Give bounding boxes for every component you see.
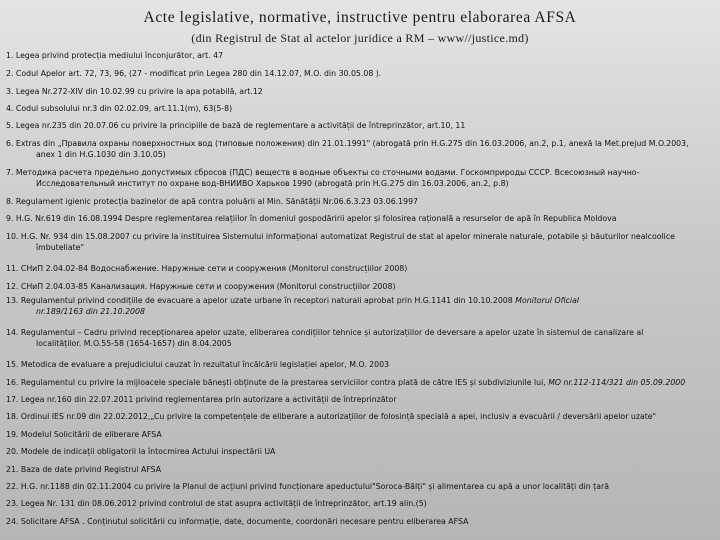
list-item: 17. Legea nr.160 din 22.07.2011 privind reglementarea prin autorizare a activității de întreprinzător [6,395,397,404]
list-item: 24. Solicitare AFSA . Conținutul solicitării cu informație, date, documente, coordonări necesare pentru eliberarea AFSA [6,517,469,526]
list-item: 22. H.G. nr.1188 din 02.11.2004 cu privire la Planul de acțiuni privind funcționare apeductului"Soroca-Bălți" și alimentarea cu apă a unor localități din țară [6,482,609,491]
list-item: 20. Modele de indicații obligatorii la întocmirea Actului inspectării UA [6,447,276,456]
list-item: 5. Legea nr.235 din 20.07.06 cu privire la principiile de bază de reglementare a activității de întreprinzător, art.10, 11 [6,121,466,130]
list-item: 3. Legea Nr.272-XIV din 10.02.99 cu privire la apa potabilă, art.12 [6,87,263,96]
list-item: 14. Regulamentul – Cadru privind recepționarea apelor uzate, eliberarea condițiilor tehnice și autorizațiilor de deversare a apelor uzate în sistemul de canalizare al localităților. M.O.55-58 (1654-1657) din 8.04.2005 [6,328,644,348]
list-item: 9. H.G. Nr.619 din 16.08.1994 Despre reglementarea relațiilor în domeniul gospodăririi apelor și folosirea rațională a resurselor de apă în Republica Moldova [6,214,617,223]
list-item: 7. Методика расчета предельно допустимых сбросов (ПДС) веществ в водные объекты со сточными водами. Госкомприроды СССР. Всесоюзный научно- Исследовательный институт по охране вод-ВНИИВО Харьков 1990 (abrogată prin H.G.275 din 16.03.2006, an.2, p.8) [6,168,640,188]
list-item: 8. Regulament igienic protecția bazinelor de apă contra poluării al Min. Sănătății Nr.06.6.3.23 03.06.1997 [6,197,418,206]
list-item: 16. Regulamentul cu privire la mijloacele speciale bănești obținute de la prestarea serviciilor contra plată de către IES și subdiviziunile lui, MO nr.112-114/321 din 05.09.2000 [6,378,686,387]
list-item: 18. Ordinul IES nr.09 din 22.02.2012,„Cu privire la competențele de eliberare a autorizațiilor de folosință specială a apei, inclusiv a evacuării / deversării apelor uzate" [6,412,657,421]
list-item: 13. Regulamentul privind condițiile de evacuare a apelor uzate urbane în receptori naturali aprobat prin H.G.1141 din 10.10.2008 Monitorul Oficial nr.189/1163 din 21.10.2008 [6,296,580,316]
list-item: 23. Legea Nr. 131 din 08.06.2012 privind controlul de stat asupra activității de întreprinzător, art.19 alin.(5) [6,499,427,508]
list-item: 10. H.G. Nr. 934 din 15.08.2007 cu privire la instituirea Sistemului informațional automatizat Registrul de stat al apelor minerale naturale, potabile și băuturilor nealcoolice îmbuteliate" [6,232,675,252]
list-item: 2. Codul Apelor art. 72, 73, 96, (27 - modificat prin Legea 280 din 14.12.07, M.O. din 30.05.08 ). [6,69,382,78]
list-item: 12. СНиП 2.04.03-85 Канализация. Наружные сети и сооружения (Monitorul construcțiilor 2008) [6,282,396,291]
page-subtitle: (din Registrul de Stat al actelor juridice a RM – www//justice.md) [191,31,529,45]
list-item: 19. Modelul Solicitării de eliberare AFSA [6,430,162,439]
list-item: 1. Legea privind protecția mediului înconjurător, art. 47 [6,51,224,60]
page-title: Acte legislative, normative, instructive pentru elaborarea AFSA [143,9,577,26]
list-item: 6. Extras din „Правила охраны поверхностных вод (типовые положения) din 21.01.1991" (abrogată prin H.G.275 din 16.03.2006, an.2, p.1, anexă la Met.prejud M.O.2003, anex 1 din H.G.1030 din 3.10.05) [6,139,689,159]
list-item: 15. Metodica de evaluare a prejudiciului cauzat în rezultatul încălcării legislației apelor, M.O. 2003 [6,360,390,369]
list-item: 4. Codul subsolului nr.3 din 02.02.09, art.11.1(m), 63(5-8) [6,104,233,113]
list-item: 11. СНиП 2.04.02-84 Водоснабжение. Наружные сети и сооружения (Monitorul construcțiilor 2008) [6,264,408,273]
list-item: 21. Baza de date privind Registrul AFSA [6,465,162,474]
